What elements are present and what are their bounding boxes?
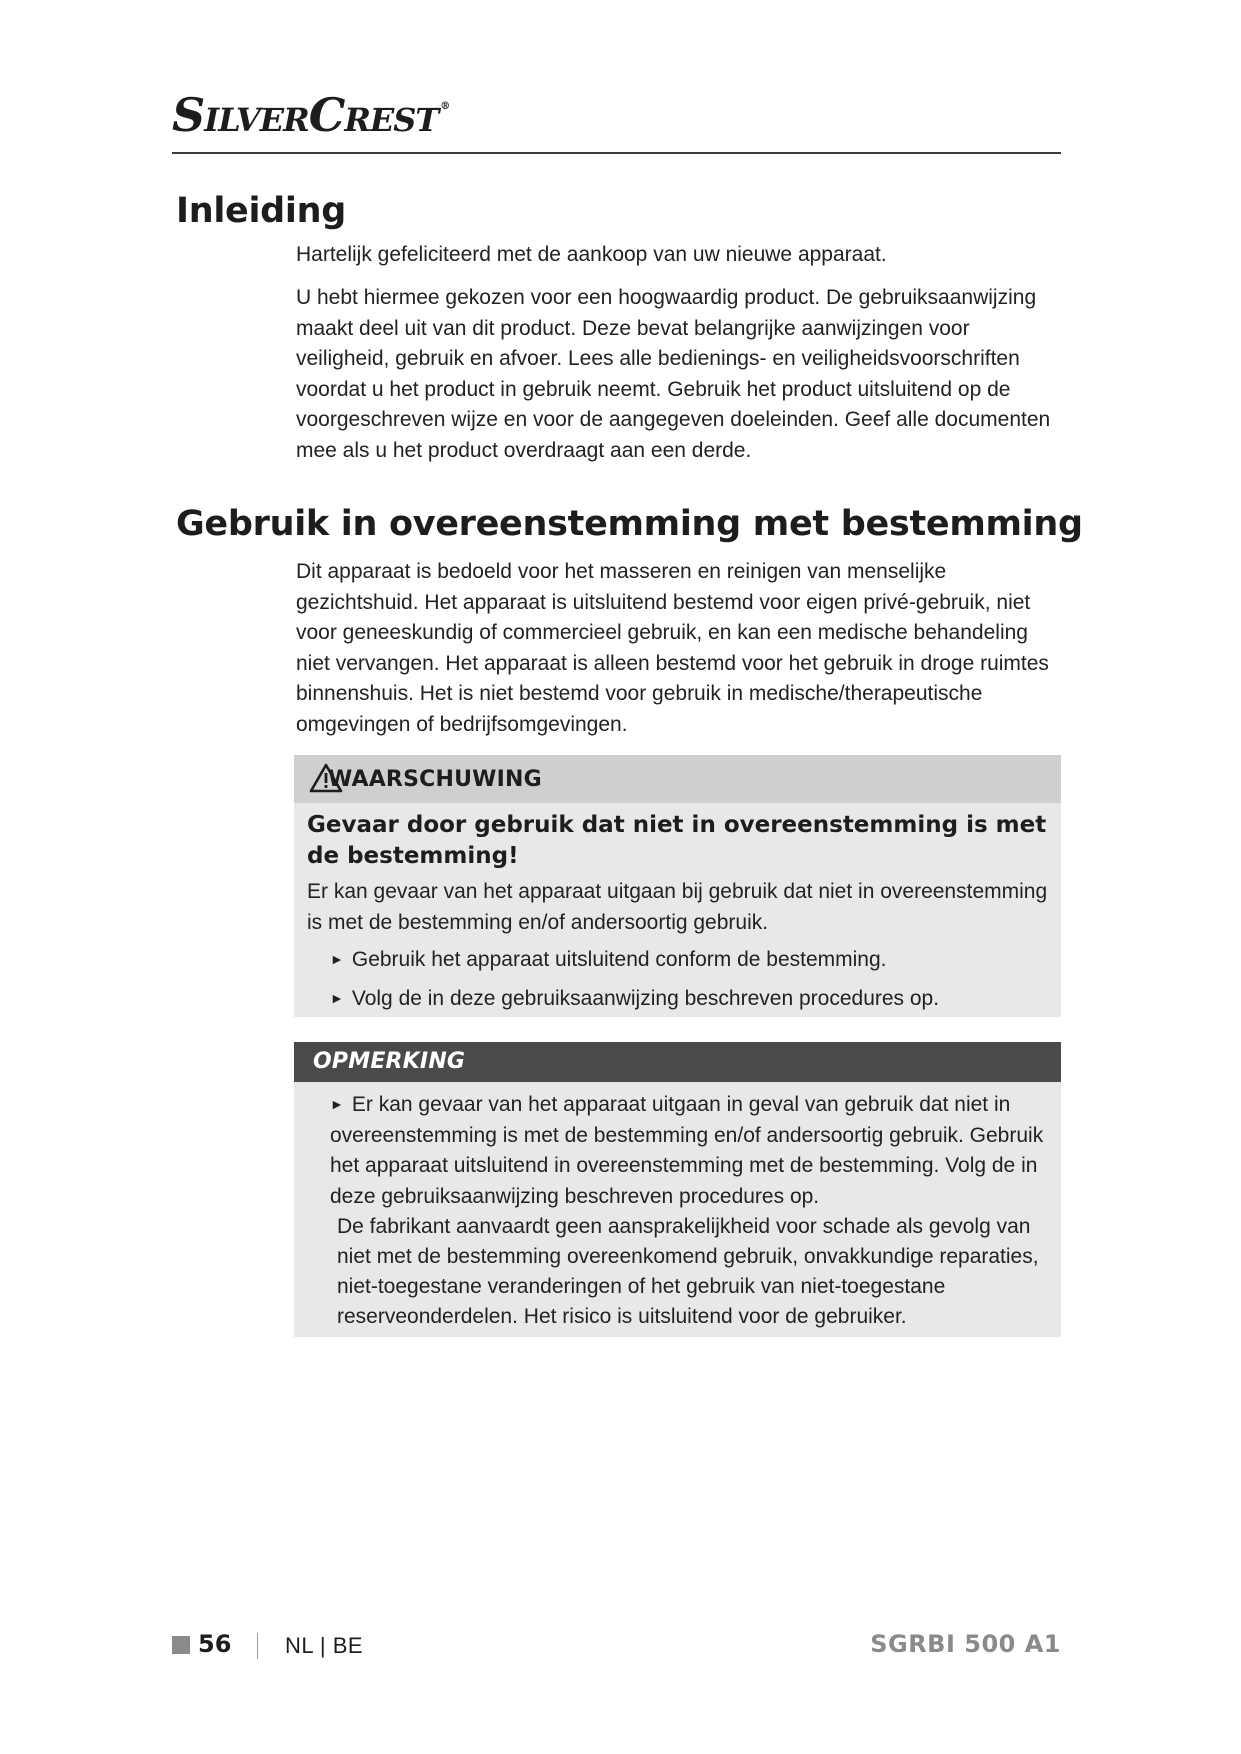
- warning-text: Er kan gevaar van het apparaat uitgaan bij gebruik dat niet in overeenstemming is met de bestemming en/of andersoortig gebruik.: [307, 880, 1048, 934]
- language-label: NL | BE: [285, 1633, 364, 1658]
- page-number: 56: [198, 1630, 232, 1658]
- warning-header: [294, 755, 1061, 803]
- bullet-arrow-icon: ►: [330, 951, 344, 967]
- intended-use-heading: Gebruik in overeenstemming met bestemming: [176, 504, 1083, 544]
- intro-heading: Inleiding: [176, 191, 346, 231]
- list-item: [330, 984, 1050, 1015]
- bullet-arrow-icon: ►: [330, 1096, 344, 1112]
- note-body: [330, 1090, 1050, 1333]
- note-bullet-text: Er kan gevaar van het apparaat uitgaan in geval van gebruik dat niet in overeenstemming is met de bestemming en/of andersoortig gebruik. Gebruik het apparaat uitsluitend in overeenstemming met de bestemming. Volg de in deze gebruiksaanwijzing beschreven procedures op.: [330, 1093, 1044, 1208]
- bullet-arrow-icon: ►: [330, 990, 344, 1006]
- note-box: [294, 1042, 1061, 1337]
- warning-title: WAARSCHUWING: [328, 767, 542, 792]
- bullet-text: Volg de in deze gebruiksaanwijzing beschreven procedures op.: [351, 987, 940, 1010]
- intro-text: U hebt hiermee gekozen voor een hoogwaardig product. De gebruiksaanwijzing maakt deel uit van dit product. Deze bevat belangrijke aanwijzingen voor veiligheid, gebruik en afvoer. Lees alle bedienings- en veiligheidsvoorschriften voordat u het product in gebruik neemt. Gebruik het product uitsluitend op de voorgeschreven wijze en voor de aangegeven doeleinden. Geef alle documenten mee als u het product overdraagt aan een derde.: [296, 286, 1051, 462]
- bullet-text: Gebruik het apparaat uitsluitend conform de bestemming.: [351, 948, 887, 971]
- footer-divider: [257, 1633, 258, 1659]
- note-title: OPMERKING: [313, 1049, 466, 1074]
- warning-box: [294, 755, 1061, 1017]
- list-item: [330, 945, 1050, 976]
- model-number: SGRBI 500 A1: [870, 1630, 1061, 1658]
- note-disclaimer: De fabrikant aanvaardt geen aansprakelijkheid voor schade als gevolg van niet met de bestemming overeenkomend gebruik, onvakkundige reparaties, niet-toegestane veranderingen of het gebruik van niet-toegestane reserveonderdelen. Het risico is uitsluitend voor de gebruiker.: [337, 1214, 1039, 1329]
- footer-marker: [172, 1636, 190, 1654]
- intro-congrats: Hartelijk gefeliciteerd met de aankoop van uw nieuwe apparaat.: [296, 243, 887, 266]
- intended-use-text: Dit apparaat is bedoeld voor het masseren en reinigen van menselijke gezichtshuid. Het apparaat is uitsluitend bestemd voor eigen privé-gebruik, niet voor geneeskundig of commercieel gebruik, en kan een medische behandeling niet vervangen. Het apparaat is alleen bestemd voor het gebruik in droge ruimtes binnenshuis. Het is niet bestemd voor gebruik in medische/therapeutische omgevingen of bedrijfsomgevingen.: [296, 560, 1049, 736]
- note-header: [294, 1042, 1061, 1082]
- brand-name: SilverCrest: [172, 88, 439, 142]
- brand-logo: [172, 88, 450, 142]
- header-divider: [172, 152, 1061, 154]
- warning-subtitle: Gevaar door gebruik dat niet in overeenstemming is met de bestemming!: [307, 812, 1047, 869]
- trademark-symbol: ®: [440, 101, 450, 112]
- warning-bullet-list: [330, 945, 1050, 1023]
